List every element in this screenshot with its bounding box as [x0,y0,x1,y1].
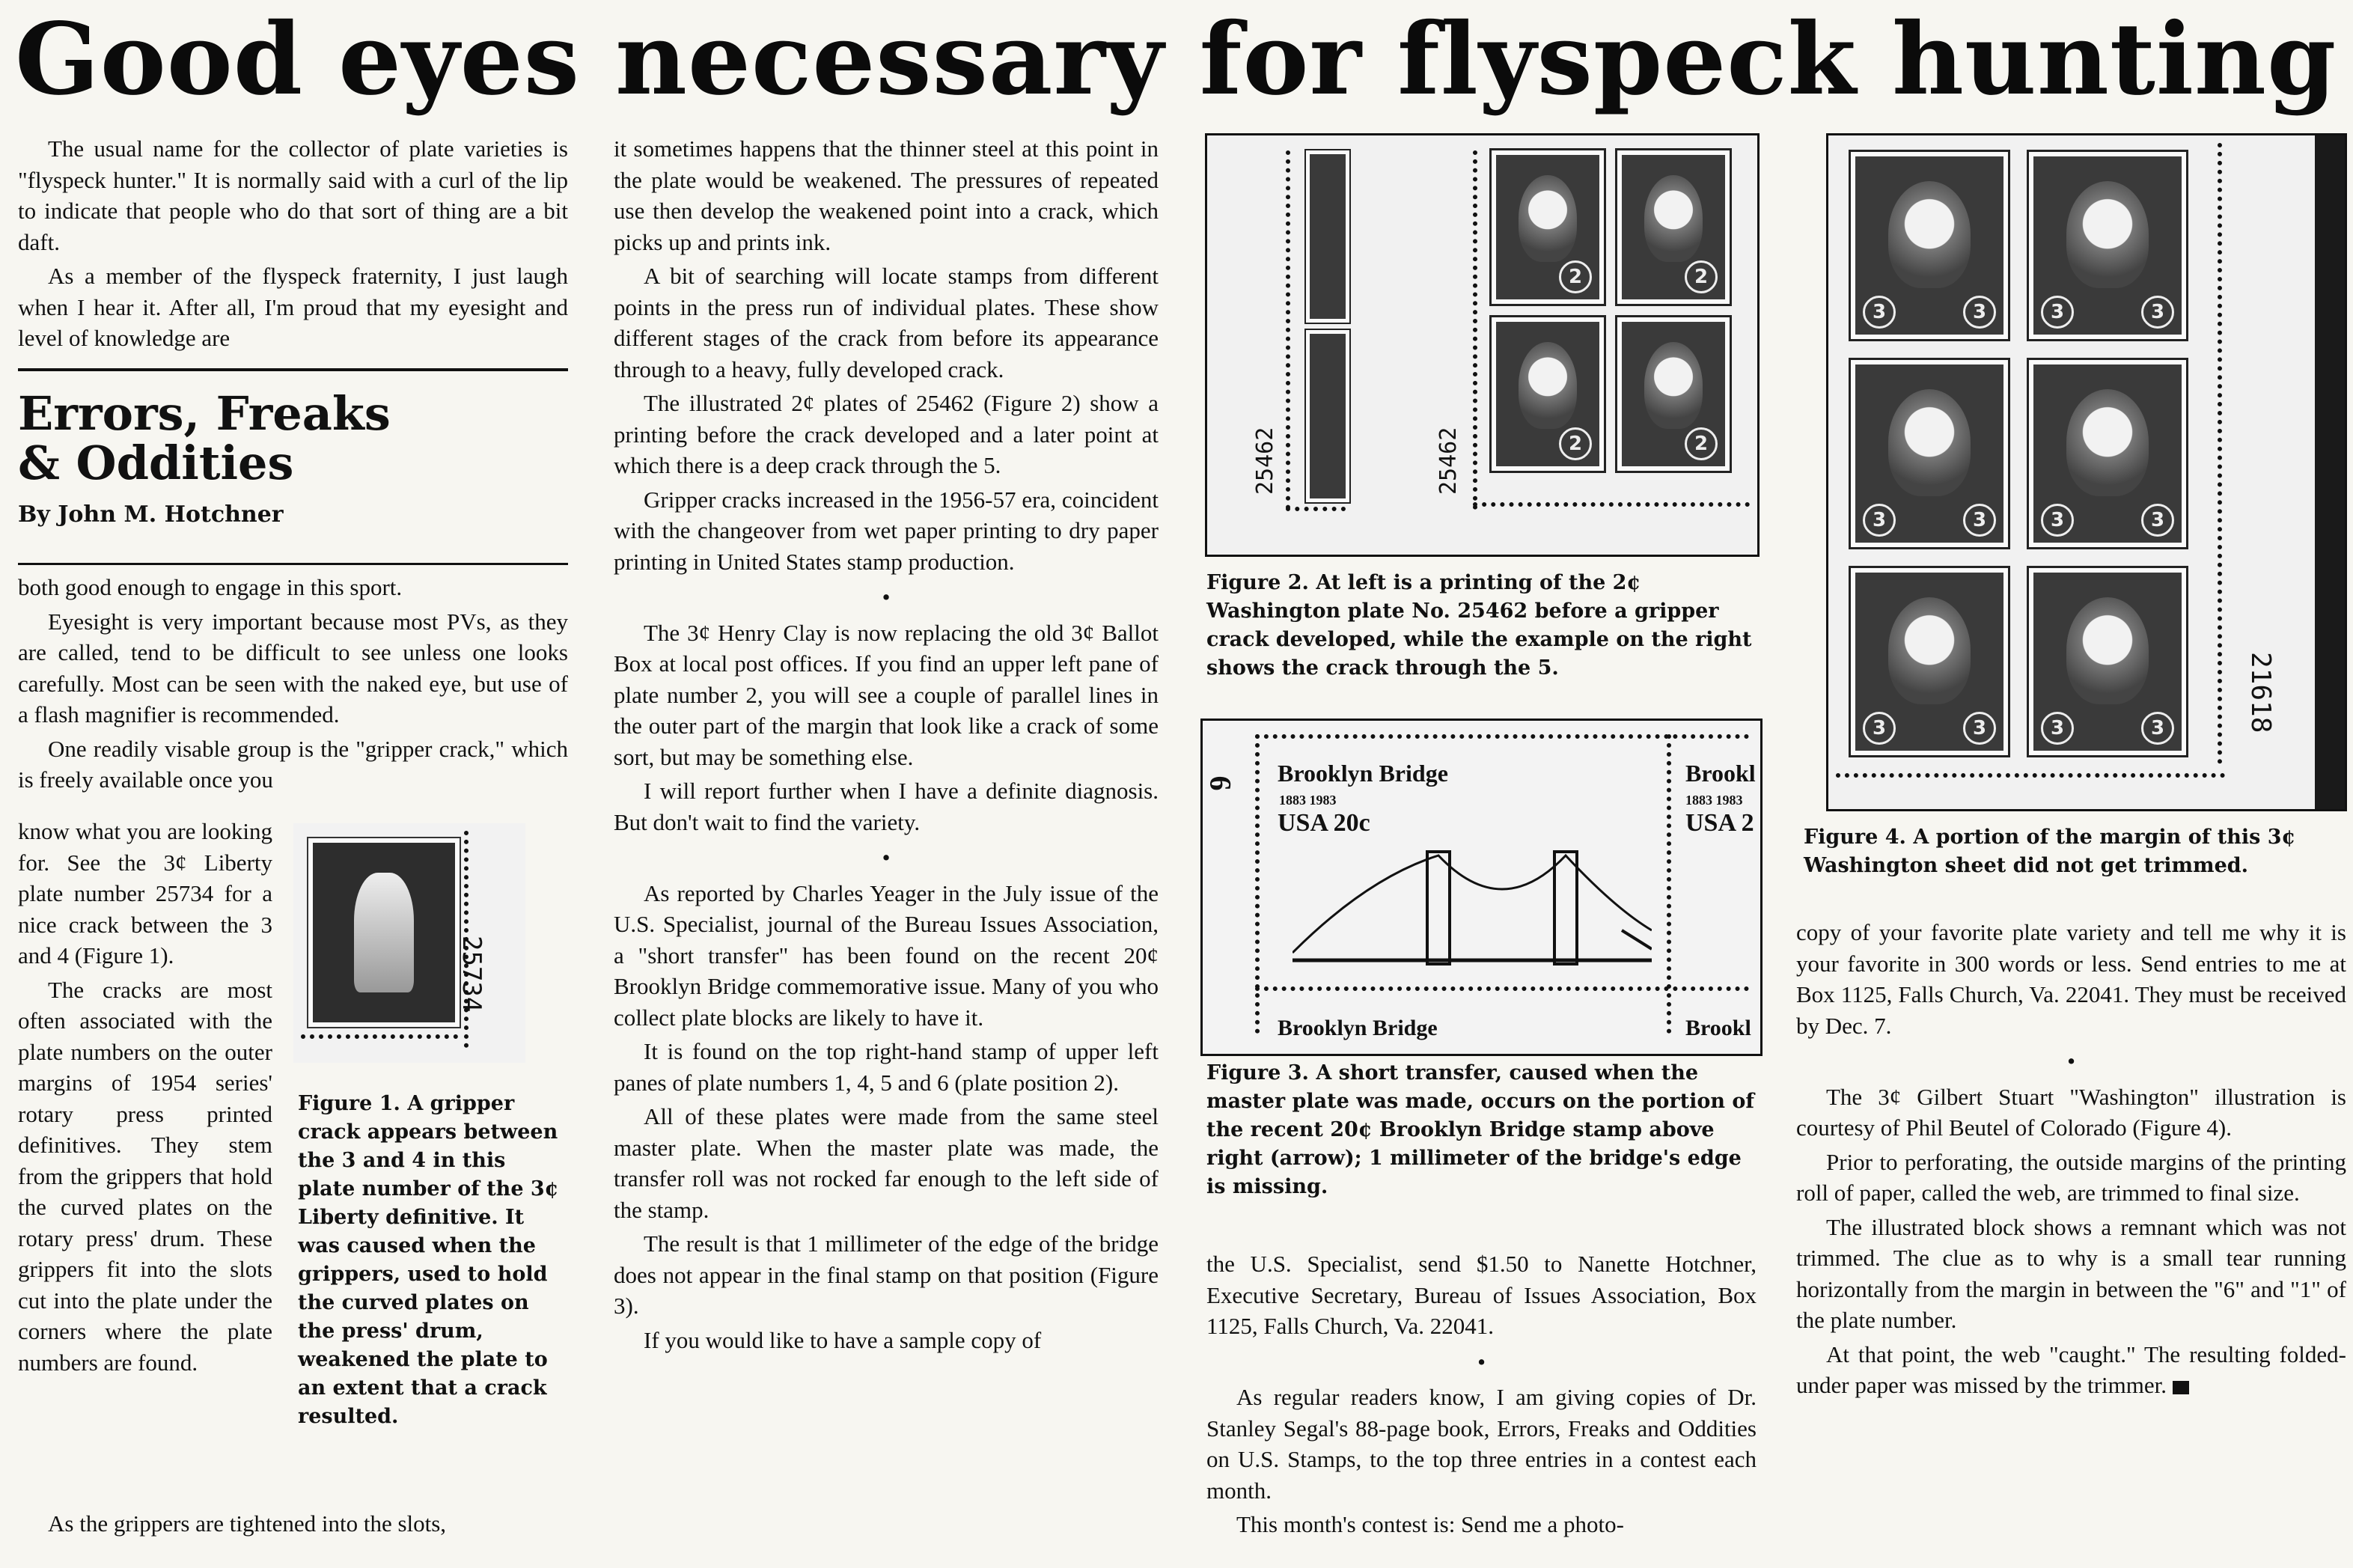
washington-portrait-icon [2066,181,2149,288]
denomination-icon: 3 [2141,504,2174,537]
paragraph: The usual name for the collector of plate varieties is "flyspeck hunter." It is normally said with a curl of the lip to indicate that people who do that sort of thing are a bit daft. [18,135,568,255]
paragraph: The result is that 1 millimeter of the edge of the bridge does not appear in the final stamp on that position (Figure 3). [614,1230,1159,1319]
paragraph: As reported by Charles Yeager in the July issue of the U.S. Specialist, journal of the Bureau Issues Association, a "short transfer" has been found on the recent 20¢ Brooklyn Bridge commemorative issue. Many of you who collect plate blocks are likely to have it. [614,879,1159,1031]
stamp [1617,317,1730,471]
stamp [2029,152,2186,339]
perforation-row [1255,734,1749,739]
plate-number: 25462 [1252,427,1278,495]
paragraph: The illustrated block shows a remnant which was not trimmed. The clue as to why is a small tear running horizontally from the margin in between the "6" and "1" of the plate number. [1796,1213,2346,1333]
denomination-icon: 2 [1559,260,1592,293]
stamp-block-left [1215,150,1342,517]
section-rule [18,368,568,371]
jefferson-portrait-icon [1644,175,1702,262]
end-mark-icon [2173,1381,2189,1394]
paragraph: As regular readers know, I am giving copies of Dr. Stanley Segal's 88-page book, Errors, Freaks and Oddities on U.S. Stamps, to the top three entries in a contest each month. [1206,1384,1757,1504]
denomination-icon: 2 [1685,260,1718,293]
stamp [1851,360,2008,547]
paragraph: know what you are looking for. See the 3¢ Liberty plate number 25734 for a nice crack between the 3 and 4 (Figure 1). [18,818,272,968]
denomination-icon: 2 [1559,427,1592,460]
washington-portrait-icon [1888,389,1971,496]
bullet: • [1477,1348,1486,1375]
column-1-narrow [18,816,272,1381]
washington-portrait-icon [1888,597,1971,704]
plate-number: 25734 [457,936,486,1013]
byline: By John M. Hotchner [18,501,284,528]
stamp-block-right [1409,150,1754,525]
stamp-value-partial: USA 2 [1685,809,1754,837]
section-title [18,386,564,490]
perforation-row [1255,986,1749,991]
denomination-icon: 3 [2041,712,2074,745]
stamp-years: 1883 1983 [1279,793,1337,808]
untrimmed-margin [2315,135,2345,809]
stamp [1617,150,1730,304]
denomination-icon: 3 [1863,712,1896,745]
figure-2-caption: Figure 2. At left is a printing of the 2¢ Washington plate No. 25462 before a gripper crack developed, while the example on the right shows the crack through the 5. [1206,571,1752,680]
paragraph: This month's contest is: Send me a photo- [1236,1511,1624,1537]
column-1-body [18,572,568,799]
section-title-line: & Oddities [18,436,294,490]
figure-2-image [1205,133,1760,557]
stamp [1492,317,1604,471]
perforation-row [301,1034,458,1039]
column-4-body [1796,917,2346,1404]
stamp [1306,150,1349,323]
washington-portrait-icon [2066,597,2149,704]
paragraph: I will report further when I have a definite diagnosis. But don't wait to find the variety. [614,778,1159,835]
plate-number: 21618 [2245,652,2276,733]
denomination-icon: 3 [2041,296,2074,329]
stamp-value: USA 20c [1278,809,1370,837]
column-1-tail [18,1508,568,1543]
stamp [2029,568,2186,755]
figure-3-caption: Figure 3. A short transfer, caused when the master plate was made, occurs on the portion of the recent 20¢ Brooklyn Bridge stamp above right (arrow); 1 millimeter of the bridge's edge is missing. [1206,1061,1755,1198]
paragraph: Eyesight is very important because most PVs, as they are called, tend to be difficult to see unless one looks carefully. Most can be seen with the naked eye, but use of a flash magnifier is recommended. [18,608,568,727]
paragraph: The illustrated 2¢ plates of 25462 (Figure 2) show a printing before the crack developed and a later point at which there is a deep crack through the 5. [614,390,1159,478]
paragraph: The 3¢ Henry Clay is now replacing the old 3¢ Ballot Box at local post offices. If you find an upper left pane of plate number 2, you will see a couple of parallel lines in the outer part of the margin that look like a crack of some sort, but may be something else. [614,619,1159,770]
paragraph: The 3¢ Gilbert Stuart "Washington" illustration is courtesy of Phil Beutel of Colorado (Figure 4). [1796,1083,2346,1141]
stamp-grid [1492,150,1730,471]
paragraph: both good enough to engage in this sport. [18,574,403,600]
perforation-row [1836,773,2225,778]
paragraph [1796,1339,2346,1401]
stamp [1492,150,1604,304]
bullet: • [882,584,891,610]
paragraph: The cracks are most often associated with the plate numbers on the outer margins of 1954 series' rotary press printed definitives. They stem from the grippers that hold the curved plates on the rotary press' drum. These grippers fit into the slots cut into the plate under the corners where the plate numbers are found. [18,976,272,1376]
stamp [2029,360,2186,547]
perforation-row [1286,150,1290,510]
denomination-icon: 3 [2041,504,2074,537]
paragraph: It is found on the top right-hand stamp of upper left panes of plate numbers 1, 4, 5 and 6 (plate position 2). [614,1038,1159,1096]
washington-portrait-icon [2066,389,2149,496]
stamp [1306,330,1349,502]
denomination-icon: 2 [1685,427,1718,460]
paragraph-text: At that point, the web "caught." The resulting folded-under paper was missed by the trimmer. [1796,1340,2346,1398]
stamp [1851,568,2008,755]
paragraph: Gripper cracks increased in the 1956-57 era, coincident with the changeover from wet paper printing to dry paper printing in United States stamp production. [614,486,1159,575]
paragraph: As a member of the flyspeck fraternity, I just laugh when I hear it. After all, I'm proud that my eyesight and level of knowledge are [18,263,568,351]
denomination-icon: 3 [1963,712,1996,745]
jefferson-portrait-icon [1644,342,1702,429]
stamp-title: Brooklyn Bridge [1278,760,1448,787]
column-1-intro [18,133,568,357]
stamp-title-partial: Brookl [1685,760,1756,787]
denomination-icon: 3 [2141,712,2174,745]
plate-number: 25462 [1435,427,1462,495]
jefferson-portrait-icon [1519,175,1576,262]
byline-rule [18,563,568,565]
stamp-bottom-label: Brooklyn Bridge [1278,1016,1438,1040]
perforation-row [2218,143,2222,764]
column-3-body [1206,1248,1757,1543]
paragraph: If you would like to have a sample copy of [644,1326,1042,1353]
bridge-illustration-icon [1293,848,1652,975]
figure-3-image [1200,719,1763,1056]
bullet: • [2067,1048,2075,1074]
figure-4-caption: Figure 4. A portion of the margin of this 3¢ Washington sheet did not get trimmed. [1804,826,2296,877]
denomination-icon: 3 [1963,504,1996,537]
stamp-grid [1851,152,2186,755]
figure-1-caption: Figure 1. A gripper crack appears between the 3 and 4 in this plate number of the 3¢ Liberty definitive. It was caused when the grippers, used to hold the curved plates on the press' drum, weakened the plate to an extent that a crack resulted. [298,1092,559,1428]
liberty-stamp [308,838,460,1027]
paragraph: it sometimes happens that the thinner steel at this point in the plate would be weakened. The pressures of repeated use then develop the weakened point into a crack, which picks up and prints ink. [614,135,1159,255]
column-2 [614,133,1159,1358]
headline: Good eyes necessary for flyspeck hunting [15,1,2337,118]
paragraph: the U.S. Specialist, send $1.50 to Nanette Hotchner, Executive Secretary, Bureau of Issues Association, Box 1125, Falls Church, Va. 22041. [1206,1251,1757,1339]
paragraph: A bit of searching will locate stamps from different points in the press run of individual plates. These show different stages of the crack from before its appearance through to a heavy, fully developed crack. [614,263,1159,382]
perforation-row [1473,150,1477,510]
denomination-icon: 3 [1963,296,1996,329]
paragraph: All of these plates were made from the same steel master plate. When the master plate was made, the transfer roll was not rocked far enough to the left side of the stamp. [614,1103,1159,1223]
paragraph: Prior to perforating, the outside margins of the printing roll of paper, called the web, are trimmed to final size. [1796,1148,2346,1206]
jefferson-portrait-icon [1519,342,1576,429]
perforation-row [1286,507,1346,511]
denomination-icon: 3 [1863,296,1896,329]
washington-portrait-icon [1888,181,1971,288]
section-title-line: Errors, Freaks [18,386,391,441]
stamp-years-partial: 1883 1983 [1685,793,1743,808]
margin-number: 6 [1203,775,1238,791]
paragraph: As the grippers are tightened into the slots, [48,1510,447,1537]
stamp-bottom-label-partial: Brookl [1685,1016,1751,1040]
denomination-icon: 3 [1863,504,1896,537]
paragraph: copy of your favorite plate variety and tell me why it is your favorite in 300 words or less. Send entries to me at Box 1125, Falls Church, Va. 22041. They must be received by Dec. 7. [1796,919,2346,1039]
figure-1-image [293,823,525,1063]
paragraph: One readily visable group is the "gripper crack," which is freely available once you [18,735,568,793]
figure-4-image [1826,133,2347,811]
bullet: • [882,844,891,870]
perforation-row [1473,502,1750,507]
stamp [1851,152,2008,339]
statue-of-liberty-icon [354,873,414,992]
denomination-icon: 3 [2141,296,2174,329]
